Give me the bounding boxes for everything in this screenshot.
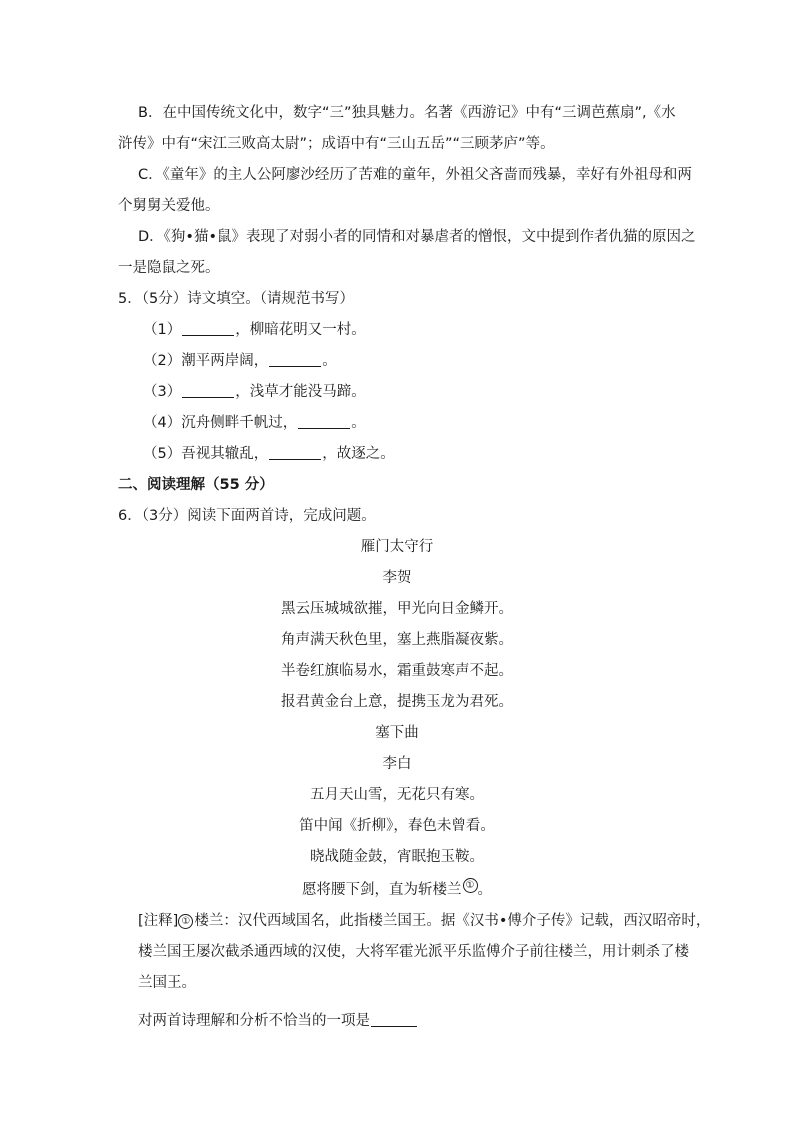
fill-item-3 [143, 382, 366, 402]
poem-1-line: 黑云压城城欲摧，甲光向日金鳞开。 [281, 601, 513, 617]
poem-1-author: 李贺 [382, 570, 412, 586]
section-2-heading: 二、阅读理解（55 分） [118, 477, 274, 493]
answer-blank[interactable] [371, 1012, 417, 1027]
fill-item-5 [143, 444, 395, 464]
fill-item-4 [143, 413, 366, 433]
fill-item-suffix: 。 [322, 353, 337, 369]
note-prefix: [注释] [138, 913, 179, 929]
question-5-title: 5．（5分）诗文填空。（请规范书写） [118, 291, 354, 307]
option-b-line2: 浒传》中有“宋江三败高太尉”；成语中有“三山五岳”“三顾茅庐”等。 [118, 136, 555, 152]
fill-item-prefix: （3） [143, 384, 182, 400]
poem-1-line: 报君黄金台上意，提携玉龙为君死。 [281, 694, 513, 710]
fill-item-prefix: （5）吾视其辙乱， [143, 446, 269, 462]
fill-item-prefix: （1） [143, 322, 182, 338]
note-line-1 [138, 911, 710, 931]
option-b-line1: B．在中国传统文化中，数字“三”独具魅力。名著《西游记》中有“三调芭蕉扇”,《水 [138, 105, 676, 121]
answer-blank[interactable] [298, 414, 350, 429]
fill-item-suffix: 。 [351, 415, 366, 431]
poem-1-line: 角声满天秋色里，塞上燕脂凝夜紫。 [281, 632, 513, 648]
note-text: 楼兰：汉代西域国名，此指楼兰国王。据《汉书•傅介子传》记载，西汉昭帝时， [194, 913, 711, 929]
fill-item-suffix: ，浅草才能没马蹄。 [235, 384, 366, 400]
poem-2-title: 塞下曲 [375, 725, 419, 741]
question-6-title: 6．（3分）阅读下面两首诗，完成问题。 [118, 508, 376, 524]
fill-item-2 [143, 351, 337, 371]
poem-2-author: 李白 [382, 756, 412, 772]
option-c-line1: C．《童年》的主人公阿廖沙经历了苦难的童年，外祖父吝啬而残暴，幸好有外祖母和两 [138, 167, 692, 183]
answer-blank[interactable] [269, 352, 321, 367]
answer-blank[interactable] [269, 445, 321, 460]
note-line-3: 兰国王。 [138, 975, 196, 991]
footnote-marker: ① [463, 878, 478, 893]
poem-1-line: 半卷红旗临易水，霜重鼓寒声不起。 [281, 663, 513, 679]
question-6-prompt [138, 1011, 418, 1031]
option-c-line2: 个舅舅关爱他。 [118, 198, 220, 214]
poem-2-line-text: 愿将腰下剑，直为斩楼兰 [302, 882, 462, 898]
poem-2-line: 晓战随金鼓，宵眠抱玉鞍。 [310, 849, 484, 865]
answer-blank[interactable] [182, 321, 234, 336]
fill-item-suffix: ，故逐之。 [322, 446, 395, 462]
fill-item-prefix: （2）潮平两岸阔， [143, 353, 269, 369]
poem-2-line-last [0, 878, 794, 900]
fill-item-prefix: （4）沉舟侧畔千帆过， [143, 415, 298, 431]
poem-2-line: 笛中闻《折柳》，春色未曾看。 [299, 818, 495, 834]
option-d-line2: 一是隐鼠之死。 [118, 260, 220, 276]
poem-2-line-end: 。 [477, 882, 492, 898]
option-d-line1: D．《狗•猫•鼠》表现了对弱小者的同情和对暴虐者的憎恨，文中提到作者仇猫的原因之 [138, 229, 696, 245]
note-line-2: 楼兰国王屡次截杀通西域的汉使，大将军霍光派平乐监傅介子前往楼兰，用计刺杀了楼 [138, 944, 689, 960]
answer-blank[interactable] [182, 383, 234, 398]
poem-1-title: 雁门太守行 [360, 539, 434, 555]
fill-item-suffix: ，柳暗花明又一村。 [235, 322, 366, 338]
fill-item-1 [143, 320, 366, 340]
poem-2-line: 五月天山雪，无花只有寒。 [310, 787, 484, 803]
note-marker: ① [178, 914, 193, 929]
question-6-prompt-text: 对两首诗理解和分析不恰当的一项是 [138, 1013, 370, 1029]
